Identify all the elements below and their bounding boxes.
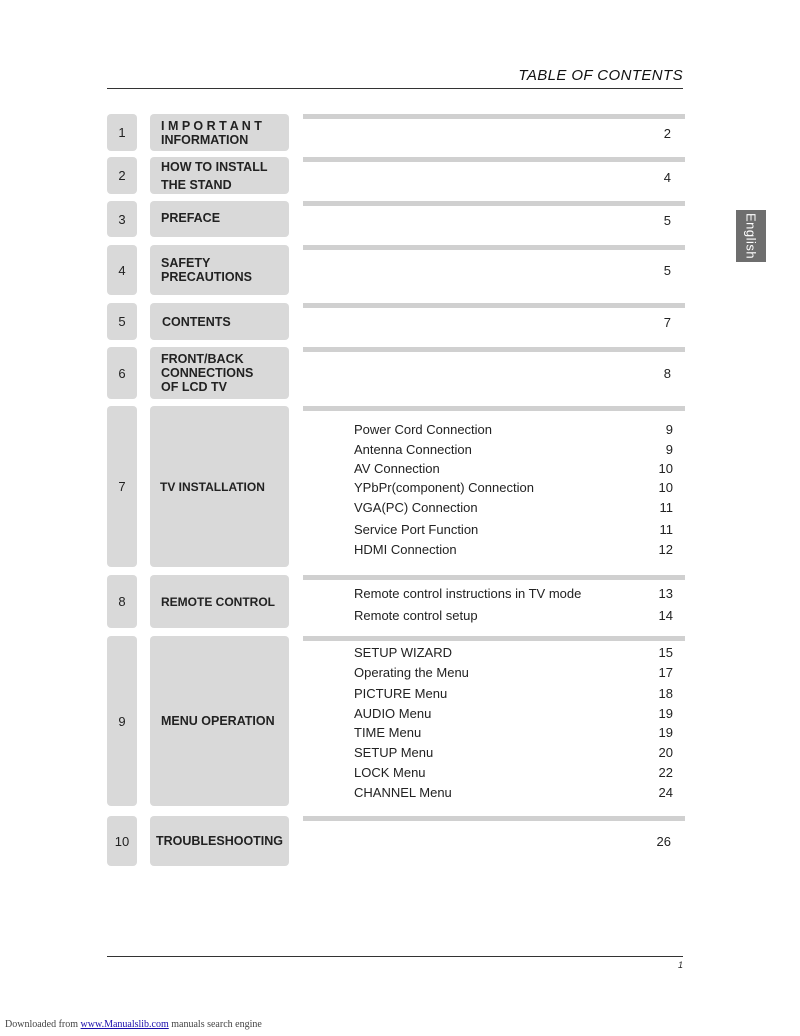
section-divider: [303, 816, 685, 821]
source-credit: [5, 1019, 262, 1030]
toc-section-8[interactable]: [107, 575, 685, 628]
entry-label: LOCK Menu: [354, 765, 426, 780]
section-page: 8: [663, 366, 671, 381]
entry-page: 10: [658, 461, 673, 476]
toc-entry[interactable]: [354, 522, 673, 540]
header-divider: [107, 88, 683, 89]
entry-label: Power Cord Connection: [354, 422, 493, 437]
toc-section-2[interactable]: [107, 157, 685, 194]
section-number: 9: [107, 636, 137, 806]
entry-page: 10: [658, 480, 673, 495]
section-title: I M P O R T A N T INFORMATION: [150, 114, 289, 151]
entry-label: SETUP Menu: [354, 745, 434, 760]
entry-page: 18: [658, 686, 673, 701]
section-title: FRONT/BACK CONNECTIONS OF LCD TV: [150, 347, 289, 399]
entry-label: VGA(PC) Connection: [354, 500, 478, 515]
entry-page: 22: [658, 765, 673, 780]
entry-page: 15: [658, 645, 673, 660]
toc-section-7[interactable]: [107, 406, 685, 567]
toc-section-5[interactable]: [107, 303, 685, 340]
entry-page: 12: [658, 542, 673, 557]
section-page: 4: [663, 170, 671, 185]
toc-entry[interactable]: [354, 542, 673, 560]
toc-entry[interactable]: [354, 785, 673, 803]
toc-entry[interactable]: [354, 608, 673, 626]
entry-label: Operating the Menu: [354, 665, 469, 680]
toc-entry[interactable]: [354, 645, 673, 663]
toc-section-9[interactable]: [107, 636, 685, 806]
entry-page: 24: [658, 785, 673, 800]
section-number: 1: [107, 114, 137, 151]
section-title: TROUBLESHOOTING: [150, 816, 289, 866]
entry-label: YPbPr(component) Connection: [354, 480, 534, 495]
entry-page: 11: [659, 522, 673, 537]
toc-entry[interactable]: [354, 586, 673, 604]
section-page: 5: [663, 213, 671, 228]
section-divider: [303, 636, 685, 641]
entry-label: Remote control instructions in TV mode: [354, 586, 582, 601]
section-title: PREFACE: [150, 201, 289, 237]
section-number: 7: [107, 406, 137, 567]
entry-page: 9: [665, 442, 673, 457]
toc-section-3[interactable]: [107, 201, 685, 237]
toc-entry[interactable]: [354, 665, 673, 683]
section-number: 2: [107, 157, 137, 194]
section-title: REMOTE CONTROL: [150, 575, 289, 628]
entry-label: Service Port Function: [354, 522, 479, 537]
section-page: 26: [656, 834, 671, 849]
entry-page: 19: [658, 706, 673, 721]
page-title: TABLE OF CONTENTS: [518, 67, 683, 84]
toc-entry[interactable]: [354, 765, 673, 783]
toc-entry[interactable]: [354, 725, 673, 743]
section-divider: [303, 245, 685, 250]
section-page: 5: [663, 263, 671, 278]
entry-label: PICTURE Menu: [354, 686, 448, 701]
entry-page: 9: [665, 422, 673, 437]
toc-entry[interactable]: [354, 442, 673, 460]
toc-entry[interactable]: [354, 500, 673, 518]
section-number: 4: [107, 245, 137, 295]
section-title: MENU OPERATION: [150, 636, 289, 806]
section-title: CONTENTS: [150, 303, 289, 340]
entry-page: 13: [658, 586, 673, 601]
entry-label: Remote control setup: [354, 608, 478, 623]
toc-entry[interactable]: [354, 745, 673, 763]
toc-entry[interactable]: [354, 461, 673, 479]
section-title: HOW TO INSTALL THE STAND: [150, 157, 289, 194]
section-number: 6: [107, 347, 137, 399]
section-number: 10: [107, 816, 137, 866]
section-divider: [303, 157, 685, 162]
entry-page: 20: [658, 745, 673, 760]
section-page: 2: [663, 126, 671, 141]
entry-label: CHANNEL Menu: [354, 785, 452, 800]
section-divider: [303, 347, 685, 352]
toc-entry[interactable]: [354, 686, 673, 704]
toc-entry[interactable]: [354, 706, 673, 724]
entry-page: 19: [658, 725, 673, 740]
section-page: 7: [663, 315, 671, 330]
footer-divider: [107, 956, 683, 957]
section-divider: [303, 303, 685, 308]
toc-section-6[interactable]: [107, 347, 685, 399]
source-suffix: manuals search engine: [168, 1019, 262, 1030]
section-number: 8: [107, 575, 137, 628]
page-number: 1: [677, 960, 683, 970]
section-title: TV INSTALLATION: [150, 406, 289, 567]
entry-label: AUDIO Menu: [354, 706, 432, 721]
source-link[interactable]: www.Manualslib.com: [80, 1019, 169, 1030]
section-title: SAFETY PRECAUTIONS: [150, 245, 289, 295]
section-divider: [303, 575, 685, 580]
toc-section-1[interactable]: [107, 114, 685, 151]
entry-page: 11: [659, 500, 673, 515]
entry-label: TIME Menu: [354, 725, 422, 740]
section-divider: [303, 406, 685, 411]
entry-label: Antenna Connection: [354, 442, 472, 457]
section-divider: [303, 114, 685, 119]
source-prefix: Downloaded from: [5, 1019, 81, 1030]
toc-section-10[interactable]: [107, 816, 685, 866]
entry-page: 14: [658, 608, 673, 623]
toc-entry[interactable]: [354, 422, 673, 440]
section-number: 3: [107, 201, 137, 237]
entry-label: SETUP WIZARD: [354, 645, 452, 660]
toc-entry[interactable]: [354, 480, 673, 498]
entry-label: HDMI Connection: [354, 542, 457, 557]
entry-page: 17: [658, 665, 673, 680]
toc-section-4[interactable]: [107, 245, 685, 295]
entry-label: AV Connection: [354, 461, 440, 476]
section-number: 5: [107, 303, 137, 340]
language-tab[interactable]: English: [736, 210, 766, 262]
section-divider: [303, 201, 685, 206]
